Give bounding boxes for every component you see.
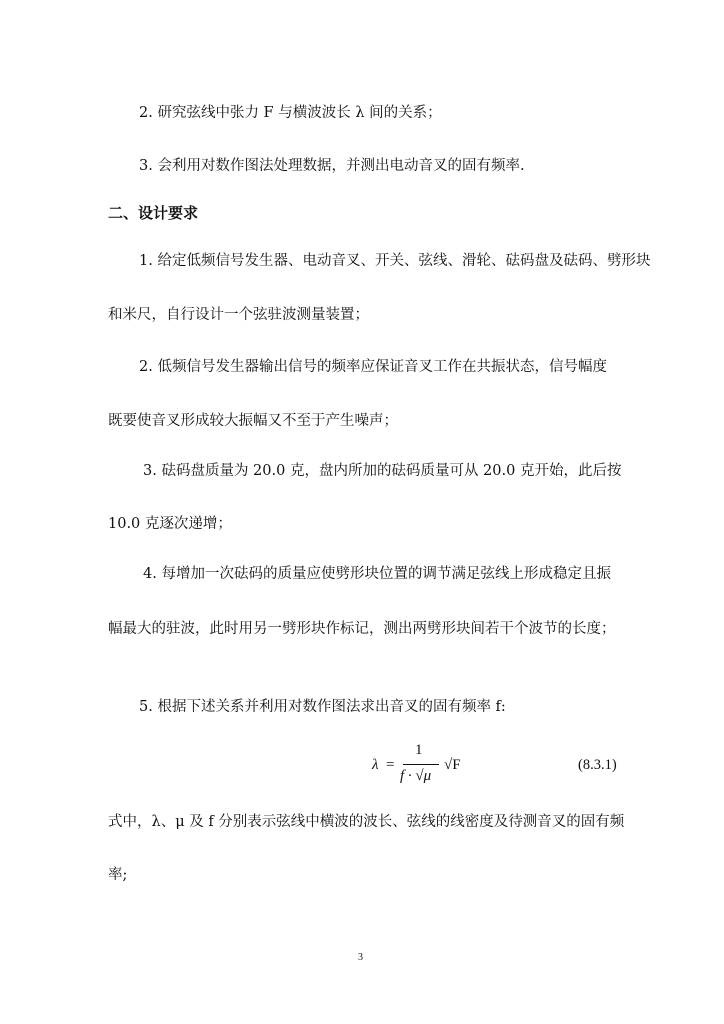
requirement-5-line-1: 5. 根据下述关系并利用对数作图法求出音叉的固有频率 f: bbox=[139, 699, 506, 715]
requirement-2-line-1: 2. 低频信号发生器输出信号的频率应保证音叉工作在共振状态，信号幅度 bbox=[139, 359, 607, 375]
requirement-4-line-2: 幅最大的驻波，此时用另一劈形块作标记，测出两劈形块间若干个波节的长度； bbox=[108, 621, 616, 637]
explanation-line-2: 率; bbox=[108, 867, 128, 883]
page-number: 3 bbox=[358, 952, 363, 963]
equation-sqrt-term: √F bbox=[444, 757, 461, 773]
wavelength-equation bbox=[372, 742, 472, 792]
requirement-3-line-2: 10.0 克逐次递增； bbox=[108, 516, 232, 532]
equation-numerator: 1 bbox=[415, 742, 423, 758]
objective-item-3: 3. 会利用对数作图法处理数据，并测出电动音叉的固有频率. bbox=[139, 158, 525, 174]
requirement-2-line-2: 既要使音叉形成较大振幅又不至于产生噪声； bbox=[108, 413, 398, 429]
section-heading: 二、设计要求 bbox=[108, 204, 199, 222]
equation-label: (8.3.1) bbox=[578, 757, 617, 773]
requirement-3-line-1: 3. 砝码盘质量为 20.0 克，盘内所加的砝码质量可从 20.0 克开始，此后按 bbox=[143, 463, 622, 479]
equation-lhs: λ bbox=[372, 757, 379, 773]
requirement-4-line-1: 4. 每增加一次砝码的质量应使劈形块位置的调节满足弦线上形成稳定且振 bbox=[143, 566, 611, 582]
equation-equals: = bbox=[386, 757, 395, 773]
requirement-1-line-2: 和米尺，自行设计一个弦驻波测量装置； bbox=[108, 307, 369, 323]
requirement-1-line-1: 1. 给定低频信号发生器、电动音叉、开关、弦线、滑轮、砝码盘及砝码、劈形块 bbox=[139, 253, 651, 269]
equation-denominator: f · √μ bbox=[400, 768, 432, 784]
fraction-bar bbox=[403, 764, 439, 765]
objective-item-2: 2. 研究弦线中张力 F 与横波波长 λ 间的关系； bbox=[139, 105, 442, 121]
explanation-line-1: 式中，λ、μ 及 f 分别表示弦线中横波的波长、弦线的线密度及待测音叉的固有频 bbox=[108, 814, 625, 830]
